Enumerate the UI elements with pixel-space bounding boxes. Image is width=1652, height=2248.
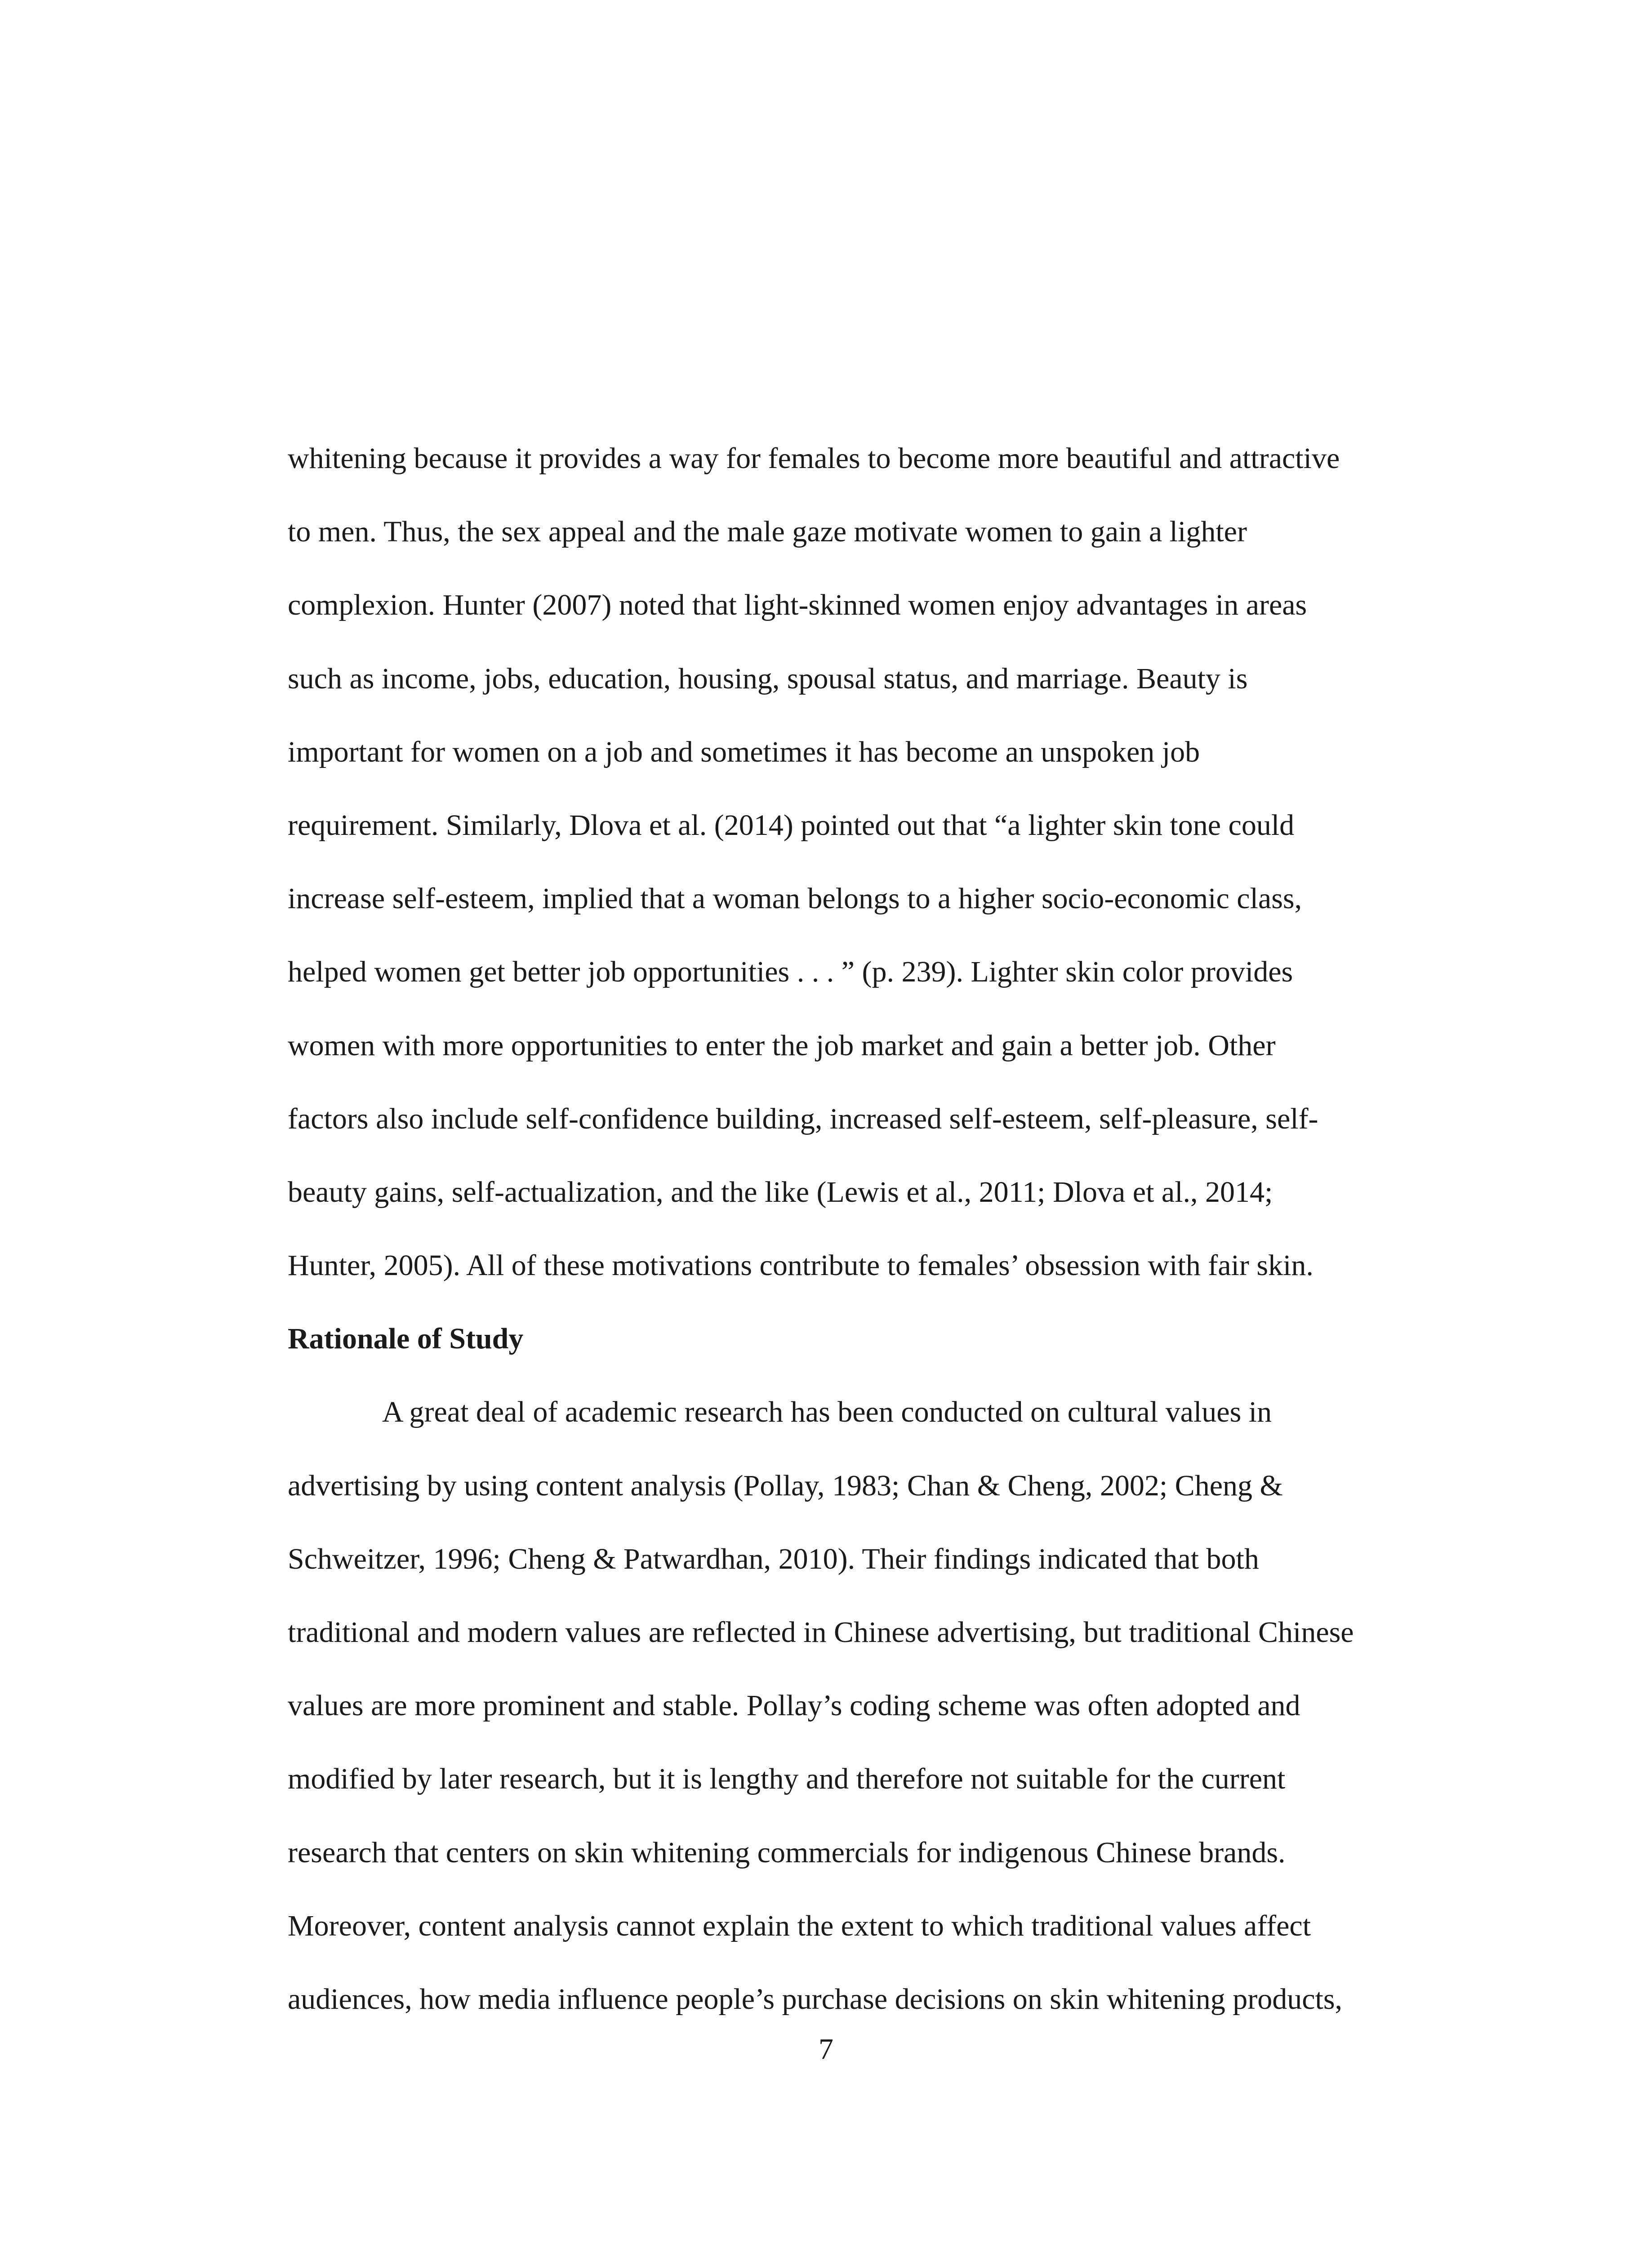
- text-line: to men. Thus, the sex appeal and the male gaze motivate women to gain a lighter: [288, 515, 1247, 549]
- text-line: values are more prominent and stable. Pollay’s coding scheme was often adopted and: [288, 1689, 1300, 1722]
- text-line: traditional and modern values are reflected in Chinese advertising, but traditional Chinese: [288, 1616, 1354, 1649]
- page-number: 7: [819, 2033, 833, 2065]
- text-line: A great deal of academic research has been conducted on cultural values in: [382, 1396, 1272, 1429]
- body-text: [288, 436, 1438, 2050]
- text-line: increase self-esteem, implied that a woman belongs to a higher socio-economic class,: [288, 882, 1302, 915]
- text-line: Moreover, content analysis cannot explain the extent to which traditional values affect: [288, 1909, 1311, 1942]
- text-line: helped women get better job opportunities . . . ” (p. 239). Lighter skin color provides: [288, 955, 1293, 989]
- text-line: important for women on a job and sometimes it has become an unspoken job: [288, 735, 1200, 768]
- text-line: women with more opportunities to enter the job market and gain a better job. Other: [288, 1029, 1276, 1062]
- text-line: modified by later research, but it is lengthy and therefore not suitable for the current: [288, 1762, 1286, 1796]
- text-line: complexion. Hunter (2007) noted that light-skinned women enjoy advantages in areas: [288, 589, 1307, 622]
- text-line: advertising by using content analysis (Pollay, 1983; Chan & Cheng, 2002; Cheng &: [288, 1469, 1283, 1502]
- text-line: Schweitzer, 1996; Cheng & Patwardhan, 2010). Their findings indicated that both: [288, 1542, 1259, 1575]
- text-line: such as income, jobs, education, housing, spousal status, and marriage. Beauty is: [288, 662, 1248, 695]
- text-line: factors also include self-confidence building, increased self-esteem, self-pleasure, self-: [288, 1102, 1318, 1135]
- section-heading: Rationale of Study: [288, 1322, 524, 1356]
- text-line: requirement. Similarly, Dlova et al. (2014) pointed out that “a lighter skin tone could: [288, 808, 1295, 842]
- text-line: whitening because it provides a way for females to become more beautiful and attractive: [288, 442, 1340, 475]
- text-line: beauty gains, self-actualization, and the like (Lewis et al., 2011; Dlova et al., 2014;: [288, 1175, 1273, 1209]
- text-line: audiences, how media influence people’s purchase decisions on skin whitening products,: [288, 1982, 1343, 2016]
- text-line: research that centers on skin whitening commercials for indigenous Chinese brands.: [288, 1836, 1286, 1869]
- text-line: Hunter, 2005). All of these motivations contribute to females’ obsession with fair skin.: [288, 1249, 1314, 1282]
